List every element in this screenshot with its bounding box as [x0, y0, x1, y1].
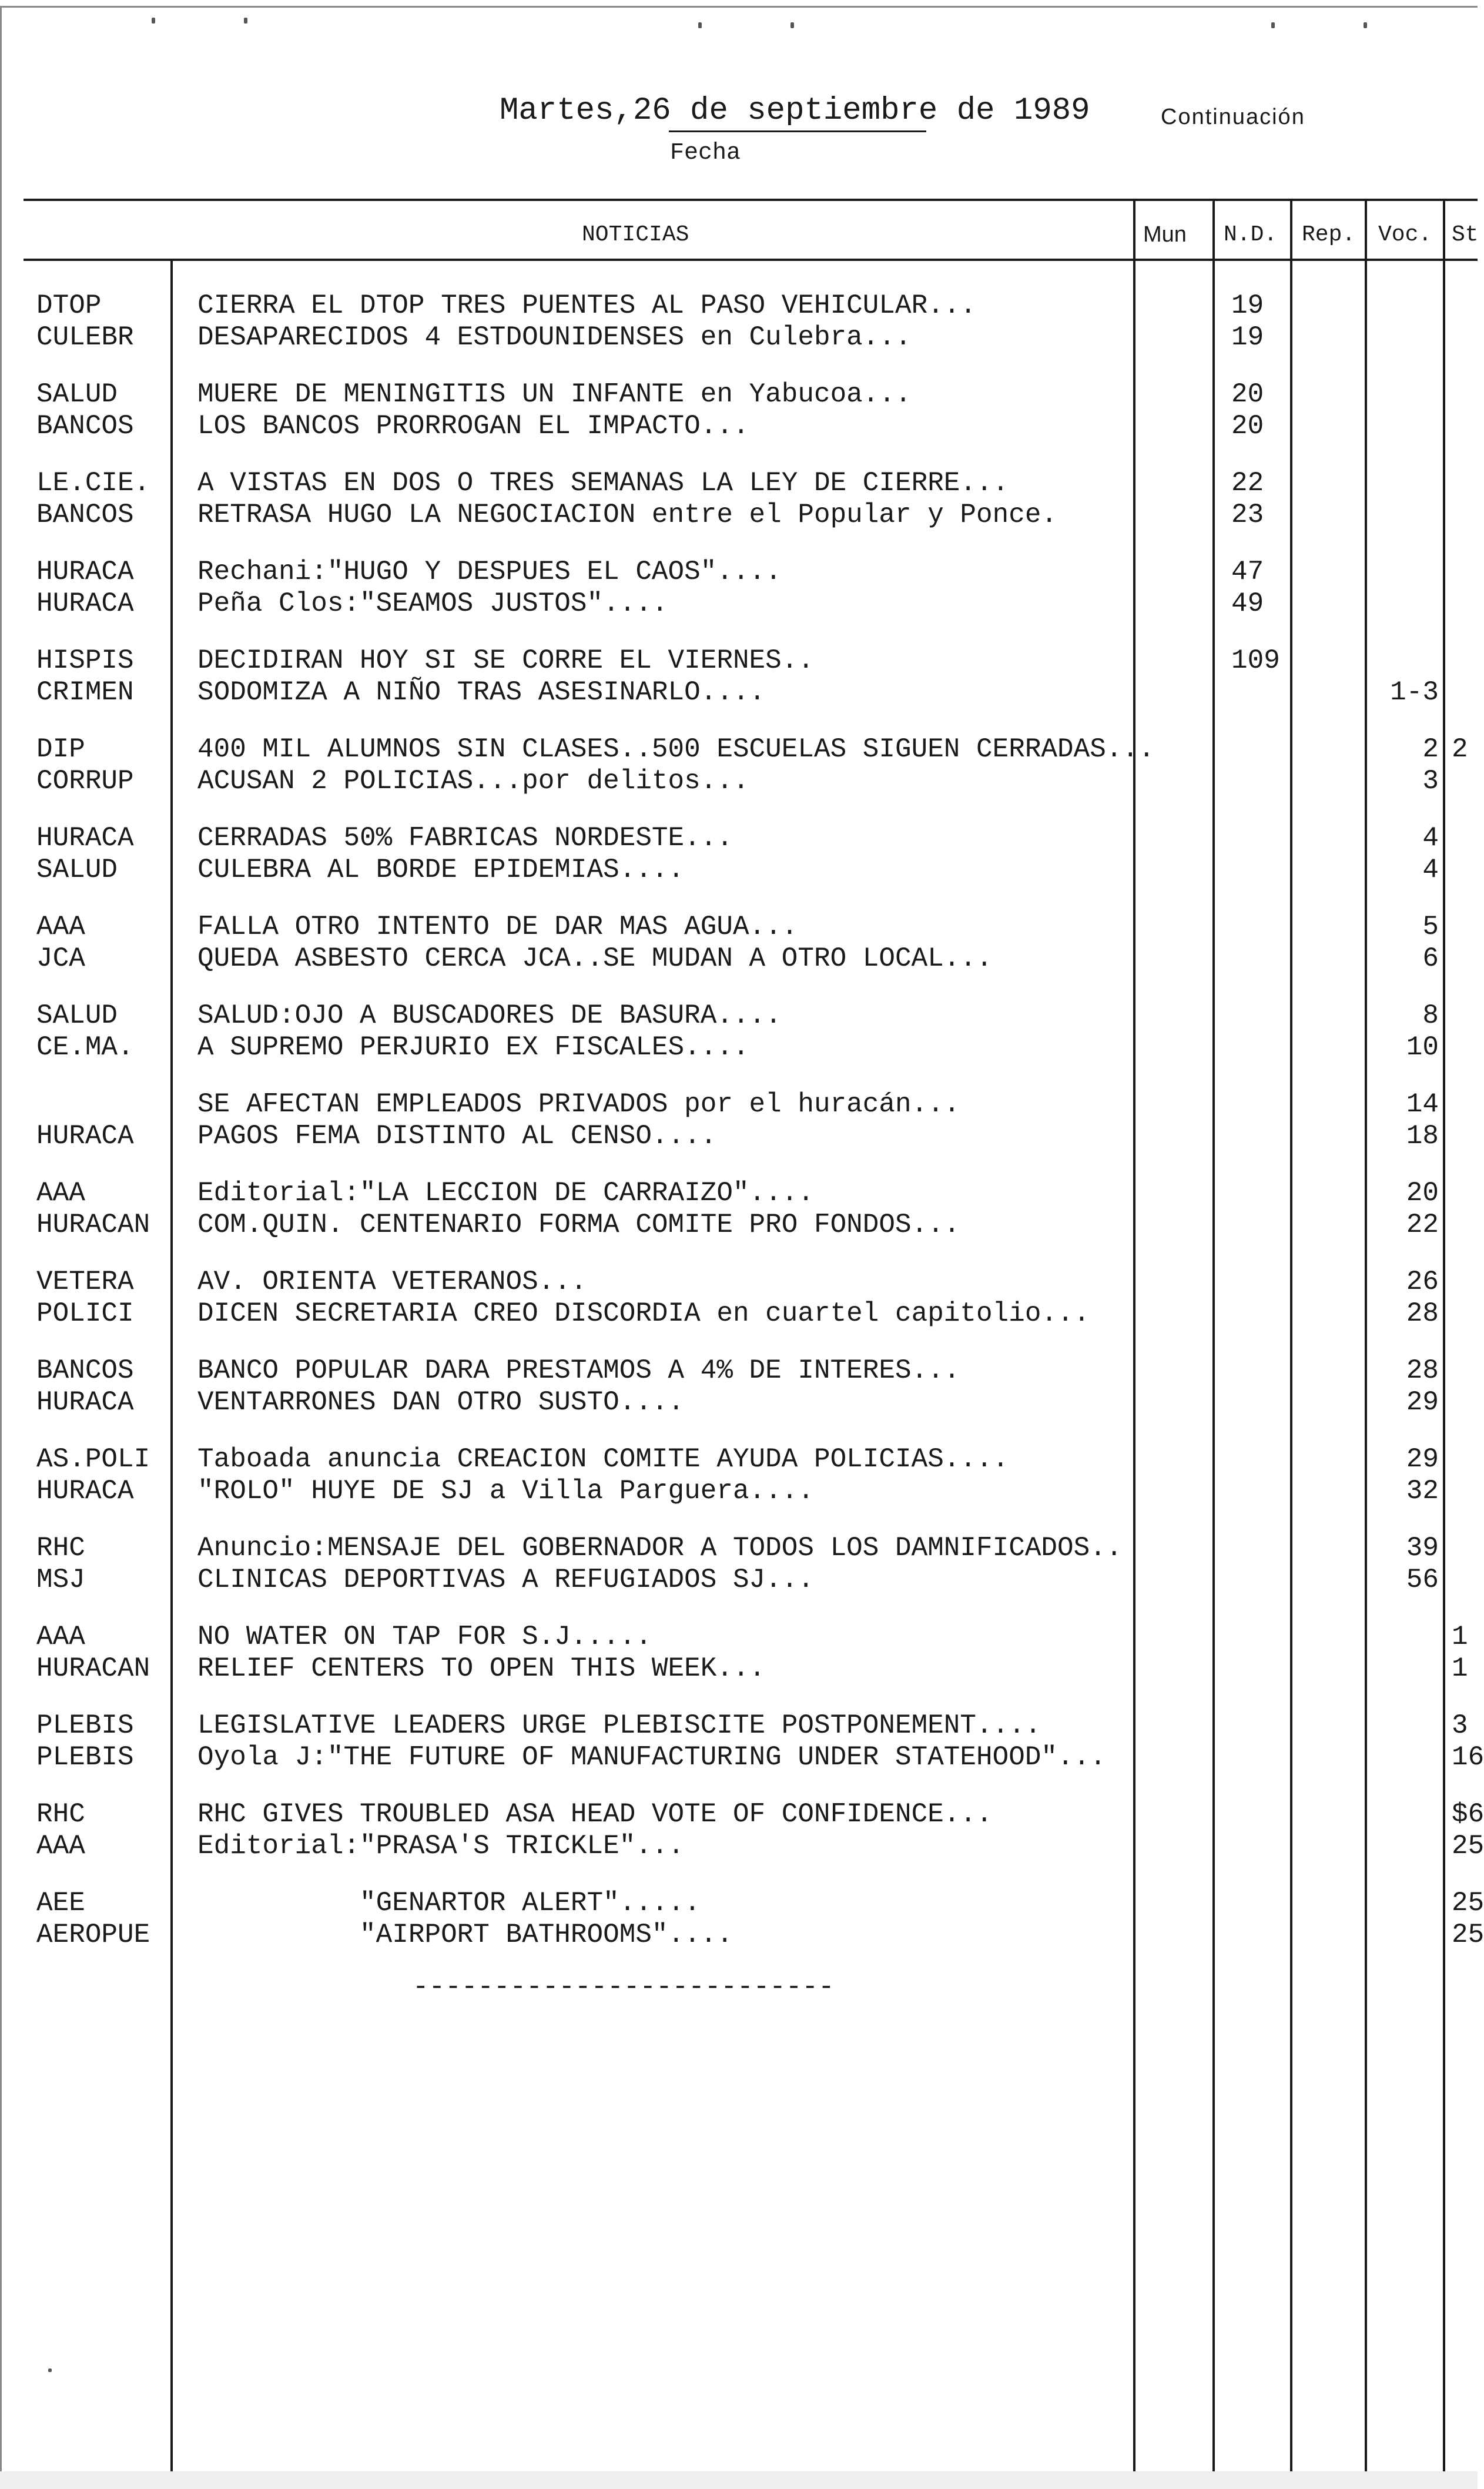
news-row	[0, 378, 1478, 410]
section-code: CE.MA.	[36, 1032, 134, 1063]
column-header-rep: Rep.	[1302, 222, 1356, 247]
scan-mark	[244, 18, 247, 24]
voc-page: 4	[1422, 823, 1439, 853]
headline: FALLA OTRO INTENTO DE DAR MAS AGUA...	[197, 912, 798, 942]
news-row	[0, 290, 1478, 321]
news-row	[0, 1000, 1478, 1031]
section-code: AAA	[36, 1622, 85, 1652]
voc-page: 10	[1406, 1032, 1439, 1063]
news-row	[0, 410, 1478, 442]
voc-column-rule-right	[1443, 199, 1445, 2489]
section-code: JCA	[36, 943, 85, 974]
section-code: AAA	[36, 912, 85, 942]
news-row	[0, 1355, 1478, 1386]
headline: CIERRA EL DTOP TRES PUENTES AL PASO VEHICULAR...	[197, 290, 977, 321]
headline: MUERE DE MENINGITIS UN INFANTE en Yabucoa...	[197, 379, 912, 410]
scan-mark	[152, 18, 155, 24]
section-code: RHC	[36, 1533, 85, 1563]
voc-page: 1-3	[1390, 677, 1439, 708]
end-separator: --------------------------	[413, 1972, 835, 2002]
section-code: HURACAN	[36, 1653, 150, 1684]
section-code: SALUD	[36, 379, 118, 410]
table-header-rule	[24, 259, 1478, 261]
scan-mark	[1364, 22, 1367, 28]
voc-page: 4	[1422, 855, 1439, 885]
voc-page: 3	[1422, 766, 1439, 796]
headline: CULEBRA AL BORDE EPIDEMIAS....	[197, 855, 685, 885]
news-row	[0, 1177, 1478, 1209]
section-code: HURACA	[36, 557, 134, 587]
news-row	[0, 1887, 1484, 1919]
news-row	[0, 1564, 1478, 1596]
nd-page: 20	[1231, 411, 1264, 441]
nd-page: 19	[1231, 290, 1264, 321]
section-code: SALUD	[36, 1000, 118, 1031]
mun-column-rule-left	[1133, 199, 1135, 2489]
headline: A SUPREMO PERJURIO EX FISCALES....	[197, 1032, 749, 1063]
nd-page: 22	[1231, 468, 1264, 498]
section-code: SALUD	[36, 855, 118, 885]
news-row	[0, 1209, 1478, 1241]
nd-page: 49	[1231, 588, 1264, 619]
news-row	[0, 321, 1478, 353]
news-row	[0, 1443, 1478, 1475]
news-row	[0, 1798, 1484, 1830]
top-edge-line	[0, 6, 1478, 8]
scan-mark	[698, 22, 702, 28]
section-code: BANCOS	[36, 500, 134, 530]
news-row	[0, 499, 1478, 531]
section-code: VETERA	[36, 1267, 134, 1297]
headline: CERRADAS 50% FABRICAS NORDESTE...	[197, 823, 733, 853]
scan-mark	[790, 22, 794, 28]
section-code: POLICI	[36, 1298, 134, 1329]
headline: COM.QUIN. CENTENARIO FORMA COMITE PRO FONDOS...	[197, 1210, 960, 1240]
news-row	[0, 1919, 1484, 1951]
news-row	[0, 911, 1478, 943]
section-code: PLEBIS	[36, 1742, 134, 1773]
headline: RELIEF CENTERS TO OPEN THIS WEEK...	[197, 1653, 766, 1684]
mun-column-rule-right	[1212, 199, 1215, 2489]
headline: BANCO POPULAR DARA PRESTAMOS A 4% DE INTERES...	[197, 1355, 960, 1386]
news-row	[0, 1266, 1478, 1298]
date-underline	[669, 130, 926, 132]
news-row	[0, 854, 1478, 886]
section-code: AS.POLI	[36, 1444, 150, 1475]
headline: AV. ORIENTA VETERANOS...	[197, 1267, 587, 1297]
news-row	[0, 1532, 1478, 1564]
news-row	[0, 556, 1478, 588]
column-header-st: St	[1452, 222, 1479, 247]
nd-column-rule-right	[1290, 199, 1292, 2489]
news-row	[0, 1653, 1478, 1684]
news-row	[0, 822, 1478, 854]
voc-page: 2	[1422, 734, 1439, 765]
headline: Oyola J:"THE FUTURE OF MANUFACTURING UNDER STATEHOOD"...	[197, 1742, 1106, 1773]
headline: QUEDA ASBESTO CERCA JCA..SE MUDAN A OTRO LOCAL...	[197, 943, 993, 974]
news-row	[0, 1298, 1478, 1329]
headline: Editorial:"LA LECCION DE CARRAIZO"....	[197, 1178, 814, 1208]
headline: "GENARTOR ALERT".....	[197, 1888, 701, 1918]
st-page: 25	[1452, 1831, 1484, 1861]
headline: LEGISLATIVE LEADERS URGE PLEBISCITE POSTPONEMENT....	[197, 1710, 1041, 1741]
section-code: AEE	[36, 1888, 85, 1918]
section-code: AAA	[36, 1831, 85, 1861]
headline: DICEN SECRETARIA CREO DISCORDIA en cuartel capitolio...	[197, 1298, 1090, 1329]
news-row	[0, 765, 1478, 797]
headline: NO WATER ON TAP FOR S.J.....	[197, 1622, 652, 1652]
continuation-label: Continuación	[1161, 105, 1305, 129]
voc-page: 29	[1406, 1444, 1439, 1475]
news-row	[0, 1120, 1478, 1152]
section-code: RHC	[36, 1799, 85, 1830]
voc-page: 18	[1406, 1121, 1439, 1151]
news-row	[0, 1475, 1478, 1507]
headline: "AIRPORT BATHROOMS"....	[197, 1919, 733, 1950]
headline: Anuncio:MENSAJE DEL GOBERNADOR A TODOS LOS DAMNIFICADOS..	[197, 1533, 1123, 1563]
headline: SALUD:OJO A BUSCADORES DE BASURA....	[197, 1000, 782, 1031]
news-row	[0, 467, 1478, 499]
section-code: MSJ	[36, 1565, 85, 1595]
section-code: DTOP	[36, 290, 102, 321]
section-code: AEROPUE	[36, 1919, 150, 1950]
voc-page: 26	[1406, 1267, 1439, 1297]
section-code: HISPIS	[36, 645, 134, 676]
section-code: HURACA	[36, 1387, 134, 1418]
rep-column-rule-right	[1365, 199, 1367, 2489]
st-page: 1	[1452, 1622, 1468, 1652]
voc-page: 5	[1422, 912, 1439, 942]
section-code: CULEBR	[36, 322, 134, 353]
section-code: CRIMEN	[36, 677, 134, 708]
headline: RHC GIVES TROUBLED ASA HEAD VOTE OF CONFIDENCE...	[197, 1799, 993, 1830]
section-code: BANCOS	[36, 411, 134, 441]
headline: DESAPARECIDOS 4 ESTDOUNIDENSES en Culebra...	[197, 322, 912, 353]
news-row	[0, 943, 1478, 974]
headline: "ROLO" HUYE DE SJ a Villa Parguera....	[197, 1476, 814, 1506]
nd-page: 20	[1231, 379, 1264, 410]
scan-bottom-edge	[0, 2471, 1478, 2489]
st-page: $6	[1452, 1799, 1484, 1830]
column-header-voc: Voc.	[1378, 222, 1432, 247]
voc-page: 29	[1406, 1387, 1439, 1418]
headline: LOS BANCOS PRORROGAN EL IMPACTO...	[197, 411, 749, 441]
section-code: HURACA	[36, 1121, 134, 1151]
date-line: Martes,26 de septiembre de 1989	[500, 93, 1090, 129]
scan-mark	[48, 2369, 52, 2372]
st-page: 25	[1452, 1919, 1484, 1950]
nd-page: 47	[1231, 557, 1264, 587]
headline: Peña Clos:"SEAMOS JUSTOS"....	[197, 588, 668, 619]
section-code: HURACA	[36, 1476, 134, 1506]
section-code: PLEBIS	[36, 1710, 134, 1741]
section-code: LE.CIE.	[36, 468, 150, 498]
headline: CLINICAS DEPORTIVAS A REFUGIADOS SJ...	[197, 1565, 814, 1595]
news-row	[0, 645, 1478, 676]
news-row	[0, 1386, 1478, 1418]
news-row	[0, 1031, 1478, 1063]
section-code: HURACA	[36, 823, 134, 853]
section-code: DIP	[36, 734, 85, 765]
section-code: HURACA	[36, 588, 134, 619]
news-row	[0, 676, 1478, 708]
headline: SE AFECTAN EMPLEADOS PRIVADOS por el huracán...	[197, 1089, 960, 1120]
voc-page: 22	[1406, 1210, 1439, 1240]
headline: ACUSAN 2 POLICIAS...por delitos...	[197, 766, 749, 796]
voc-page: 28	[1406, 1355, 1439, 1386]
nd-page: 19	[1231, 322, 1264, 353]
news-row	[0, 1741, 1484, 1773]
news-row	[0, 1830, 1484, 1862]
st-page: 16	[1452, 1742, 1484, 1773]
voc-page: 14	[1406, 1089, 1439, 1120]
voc-page: 28	[1406, 1298, 1439, 1329]
column-header-noticias: NOTICIAS	[582, 222, 689, 247]
news-row	[0, 733, 1478, 765]
voc-page: 56	[1406, 1565, 1439, 1595]
table-top-rule	[24, 199, 1478, 201]
headline: SODOMIZA A NIÑO TRAS ASESINARLO....	[197, 677, 766, 708]
section-code: AAA	[36, 1178, 85, 1208]
news-row	[0, 588, 1478, 619]
section-code: CORRUP	[36, 766, 134, 796]
headline: 400 MIL ALUMNOS SIN CLASES..500 ESCUELAS SIGUEN CERRADAS...	[197, 734, 1155, 765]
voc-page: 6	[1422, 943, 1439, 974]
news-row	[0, 1088, 1478, 1120]
column-header-nd: N.D.	[1224, 222, 1278, 247]
headline: Taboada anuncia CREACION COMITE AYUDA POLICIAS....	[197, 1444, 1009, 1475]
st-page: 25	[1452, 1888, 1484, 1918]
section-code: HURACAN	[36, 1210, 150, 1240]
nd-page: 23	[1231, 500, 1264, 530]
voc-page: 39	[1406, 1533, 1439, 1563]
section-code: BANCOS	[36, 1355, 134, 1386]
nd-page: 109	[1231, 645, 1280, 676]
headline: A VISTAS EN DOS O TRES SEMANAS LA LEY DE CIERRE...	[197, 468, 1009, 498]
news-row	[0, 1710, 1478, 1741]
st-page: 2	[1452, 734, 1468, 765]
headline: DECIDIRAN HOY SI SE CORRE EL VIERNES..	[197, 645, 814, 676]
column-header-mun: Mun	[1143, 222, 1187, 247]
fecha-label: Fecha	[670, 140, 741, 166]
voc-page: 8	[1422, 1000, 1439, 1031]
voc-page: 32	[1406, 1476, 1439, 1506]
st-page: 3	[1452, 1710, 1468, 1741]
scan-mark	[1271, 22, 1275, 28]
headline: PAGOS FEMA DISTINTO AL CENSO....	[197, 1121, 717, 1151]
headline: RETRASA HUGO LA NEGOCIACION entre el Popular y Ponce.	[197, 500, 1058, 530]
headline: Editorial:"PRASA'S TRICKLE"...	[197, 1831, 685, 1861]
headline: VENTARRONES DAN OTRO SUSTO....	[197, 1387, 685, 1418]
voc-page: 20	[1406, 1178, 1439, 1208]
news-row	[0, 1621, 1478, 1653]
st-page: 1	[1452, 1653, 1468, 1684]
headline: Rechani:"HUGO Y DESPUES EL CAOS"....	[197, 557, 782, 587]
